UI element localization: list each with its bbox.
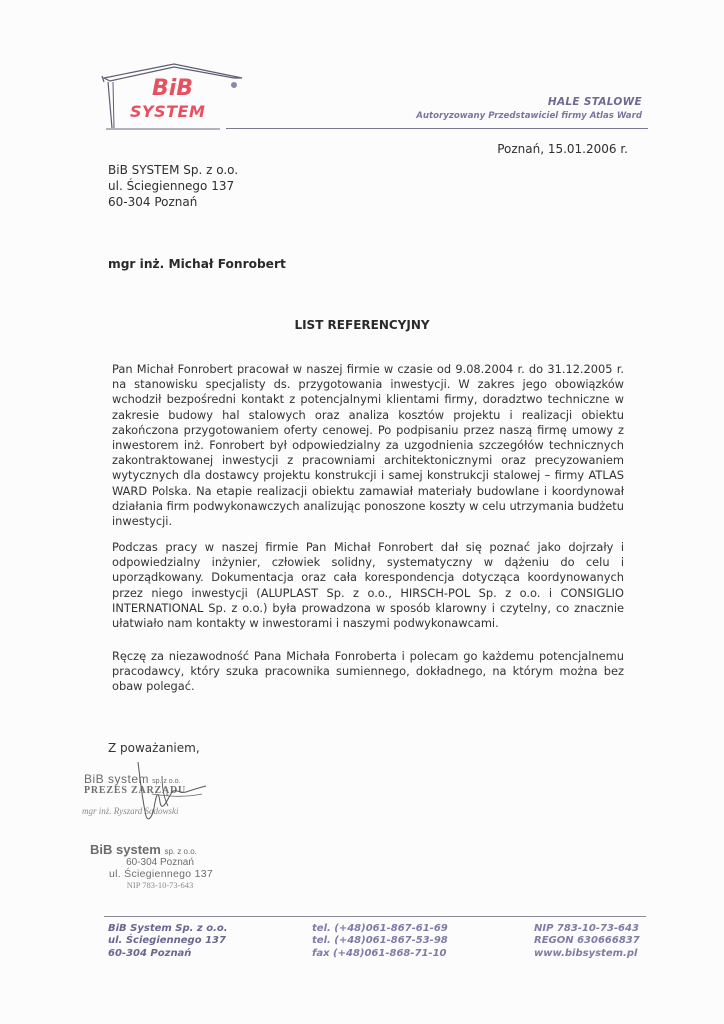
closing-salutation: Z poważaniem, (108, 741, 200, 755)
recipient-name: mgr inż. Michał Fonrobert (108, 257, 286, 271)
registered-icon (231, 82, 237, 88)
document-title: LIST REFERENCYJNY (294, 318, 430, 332)
footer-regon: REGON 630666837 (534, 935, 640, 947)
company-stamp (90, 842, 240, 891)
footer-phone-1: tel. (+48)061-867-61-69 (312, 923, 448, 934)
body-paragraph-2 (112, 540, 624, 631)
company-stamp-suffix: sp. z o.o. (164, 847, 197, 856)
footer-address (108, 923, 228, 960)
company-stamp-name: BiB system (90, 842, 161, 857)
body-paragraph-1 (112, 362, 624, 529)
tagline-title: HALE STALOWE (547, 96, 642, 108)
header-divider (226, 128, 648, 129)
body-paragraph-3 (112, 649, 624, 695)
paragraph-text: Podczas pracy w naszej firmie Pan Michał Fonrobert dał się poznać jako dojrzały i odpowiedzialny inżynier, człowiek solidny, systematyczny w dążeniu do celu i uporządkowany. Dokumentacja oraz cała korespondencja dotycząca koordynowanych przez niego inwestycji (ALUPLAST Sp. z o.o., HIRSCH-POL Sp. z o.o. i CONSIGLIO INTERNATIONAL Sp. z o.o.) była prowadzona w sposób klarowny i czytelny, co znacznie ułatwiało nam kontakty w inwestorami i naszymi podwykonawcami. (112, 540, 624, 631)
sender-address (108, 162, 238, 210)
sender-city: 60-304 Poznań (108, 195, 198, 209)
company-stamp-nip: NIP 783-10-73-643 (126, 880, 194, 890)
footer-address-line: 60-304 Poznań (108, 947, 192, 959)
letter-date: Poznań, 15.01.2006 r. (497, 142, 628, 156)
tagline-subtitle: Autoryzowany Przedstawiciel firmy Atlas Ward (416, 111, 642, 121)
footer-registry (534, 923, 640, 960)
footer-phone-2: tel. (+48)061-867-53-98 (312, 935, 448, 947)
handwritten-signature-icon (132, 758, 232, 828)
footer-contact (312, 923, 448, 960)
sender-company: BiB SYSTEM Sp. z o.o. (108, 163, 239, 177)
paragraph-text: Pan Michał Fonrobert pracował w naszej firmie w czasie od 9.08.2004 r. do 31.12.2005 r. na stanowisku specjalisty ds. przygotowania inwestycji. W zakres jego obowiązków wchodził bezpośredni kontakt z potencjalnymi klientami firmy, doradztwo techniczne w zakresie budowy hal stalowych oraz analiza kosztów projektu i realizacji obiektu zakończona przygotowaniem oferty cenowej. Po podpisaniu przez naszą firmę umowy z inwestorem inż. Fonrobert był odpowiedzialny za uzgodnienia szczegółów technicznych zakontraktowanej inwestycji z pracowniami architektonicznymi oraz precyzowaniem wytycznych dla dostawcy projektu konstrukcji i samej konstrukcji stalowej – firmy ATLAS WARD Polska. Na etapie realizacji obiektu zamawiał materiały budowlane i koordynował działania firm podwykonawczych analizując ponoszone koszty w celu utrzymania budżetu inwestycji. (112, 362, 624, 529)
sender-street: ul. Ściegiennego 137 (108, 179, 235, 193)
footer-divider (104, 916, 646, 917)
stamp-signatory-name: mgr inż. Ryszard Sadowski (82, 806, 179, 816)
stamp-company: BiB system (84, 772, 150, 786)
logo-bib-text: BiB (152, 76, 194, 101)
company-logo (96, 62, 246, 130)
logo-system-text: SYSTEM (130, 102, 206, 121)
footer-fax: fax (+48)061-868-71-10 (312, 947, 447, 959)
stamp-company-suffix: sp. z o.o. (152, 778, 181, 785)
company-stamp-city: 60-304 Poznań (126, 857, 194, 868)
footer-address-line: BiB System Sp. z o.o. (108, 923, 228, 934)
stamp-role: PREZES ZARZĄDU (84, 785, 187, 796)
footer-nip: NIP 783-10-73-643 (534, 923, 639, 934)
company-stamp-street: ul. Ściegiennego 137 (108, 868, 214, 880)
footer-website: www.bibsystem.pl (534, 947, 638, 959)
footer-address-line: ul. Ściegiennego 137 (108, 935, 226, 947)
paragraph-text: Ręczę za niezawodność Pana Michała Fonroberta i polecam go każdemu potencjalnemu pracodawcy, który szuka pracownika sumiennego, dokładnego, na którym można bez obaw polegać. (112, 649, 624, 694)
